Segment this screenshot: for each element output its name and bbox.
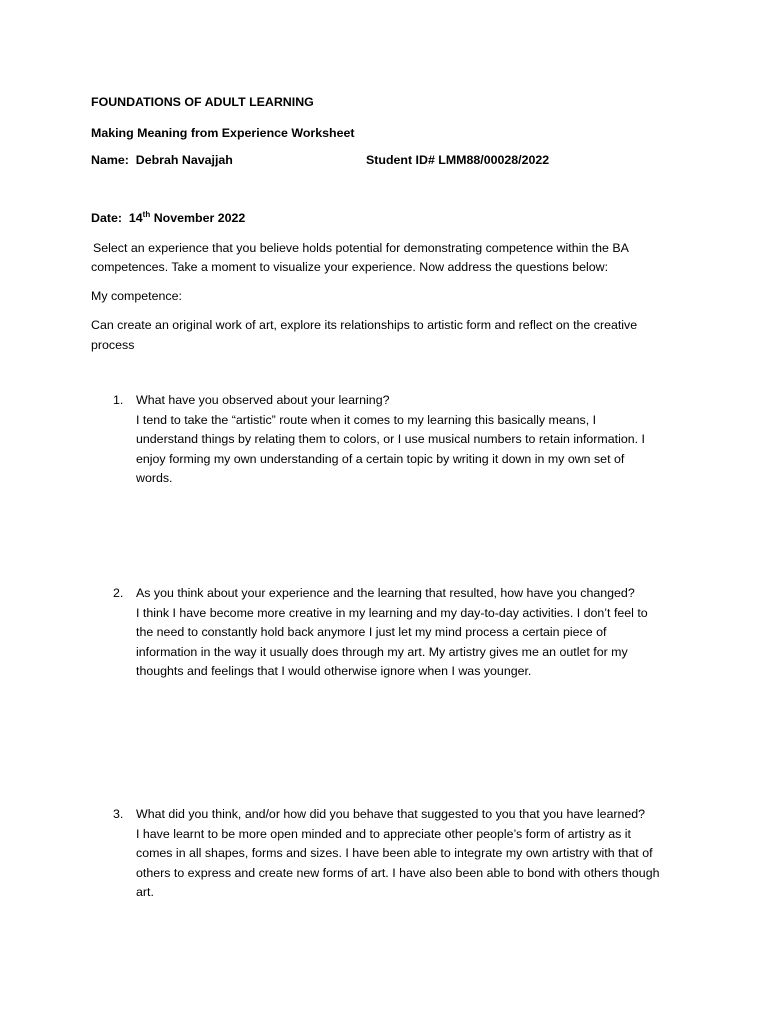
question-2-number: 2.	[113, 586, 124, 600]
question-1-number: 1.	[113, 393, 124, 407]
student-id: Student ID# LMM88/00028/2022	[366, 153, 550, 167]
question-2-text: As you think about your experience and the learning that resulted, how have you changed?	[136, 586, 635, 600]
name-label: Name:	[91, 153, 129, 167]
date-row	[91, 209, 245, 229]
question-1-block	[136, 391, 696, 489]
answer-1-line-2: understand things by relating them to colors, or I use musical numbers to retain information. I	[136, 432, 645, 446]
question-3-text: What did you think, and/or how did you behave that suggested to you that you have learned?	[136, 807, 646, 821]
answer-2-line-4: thoughts and feelings that I would otherwise ignore when I was younger.	[136, 664, 532, 678]
competence-label: My competence:	[91, 289, 182, 303]
worksheet-title: Making Meaning from Experience Worksheet	[91, 126, 355, 140]
answer-1-line-1: I tend to take the “artistic” route when it comes to my learning this basically means, I	[136, 412, 597, 427]
competence-line-2: process	[91, 337, 135, 352]
name-row	[91, 151, 233, 171]
name-value: Debrah Navajjah	[135, 153, 233, 167]
competence-line-1: Can create an original work of art, explore its relationships to artistic form and reflect on the creative	[91, 318, 638, 332]
answer-2-line-3: information in the way it usually does through my art. My artistry gives me an outlet for my	[136, 644, 628, 659]
answer-1-line-3: enjoy forming my own understanding of a certain topic by writing it down in my own set of	[136, 451, 625, 466]
question-3-block	[136, 805, 696, 903]
course-title: FOUNDATIONS OF ADULT LEARNING	[91, 95, 314, 109]
answer-2-line-2: the need to constantly hold back anymore I just let my mind process a certain piece of	[136, 625, 607, 639]
question-1-text: What have you observed about your learning?	[136, 393, 390, 407]
competence-text	[91, 316, 691, 355]
question-2-block	[136, 584, 696, 682]
intro-paragraph	[93, 239, 693, 259]
intro-paragraph-cont	[91, 258, 691, 278]
answer-3-line-2: comes in all shapes, forms and sizes. I have been able to integrate my own artistry with that of	[136, 846, 653, 860]
intro-line-2: competences. Take a moment to visualize your experience. Now address the questions below:	[91, 260, 609, 274]
date-rest: November 2022	[153, 211, 246, 225]
answer-1-line-4: words.	[136, 471, 173, 485]
answer-3-line-1: I have learnt to be more open minded and to appreciate other people’s form of artistry as it	[136, 826, 631, 841]
answer-3-line-3: others to express and create new forms of art. I have also been able to bond with others though	[136, 865, 660, 880]
date-label: Date:	[91, 211, 122, 225]
intro-line-1: Select an experience that you believe holds potential for demonstrating competence within the BA	[93, 241, 629, 255]
answer-3-line-4: art.	[136, 885, 154, 899]
answer-2-line-1: I think I have become more creative in my learning and my day-to-day activities. I don’t feel to	[136, 605, 648, 620]
question-3-number: 3.	[113, 807, 124, 821]
date-suffix: th	[142, 209, 151, 219]
date-day: 14	[128, 211, 143, 225]
